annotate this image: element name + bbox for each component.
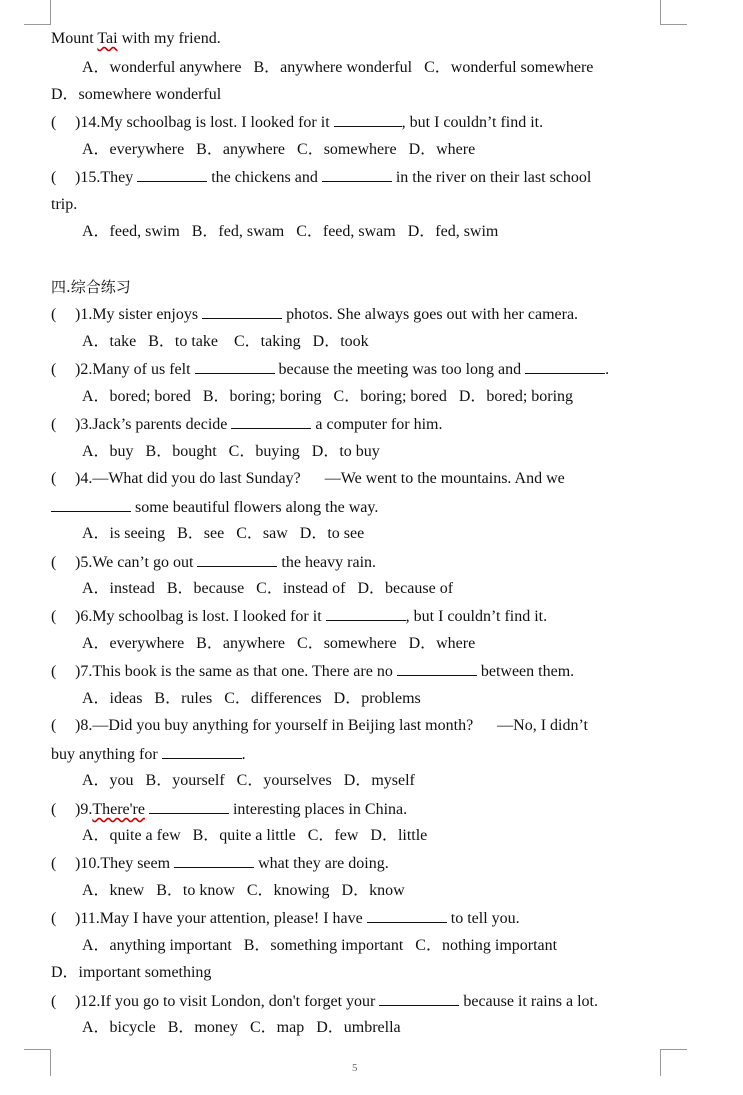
- question-8-continuation: buy anything for .: [51, 746, 246, 763]
- question-11: ( )11.May I have your attention, please! I have to tell you.: [51, 910, 520, 927]
- page-number: 5: [352, 1062, 358, 1074]
- question-4-continuation: some beautiful flowers along the way.: [51, 497, 378, 518]
- question-4-options: A．is seeing B．see C．saw D．to see: [82, 525, 365, 542]
- answer-blank: [137, 167, 207, 182]
- section-title: 四.综合练习: [51, 278, 131, 296]
- question-10-options: A．knew B．to know C．knowing D．know: [82, 882, 405, 899]
- question-8: ( )8.—Did you buy anything for yourself in Beijing last month? —No, I didn’t: [51, 717, 588, 734]
- crop-mark-top-left: [24, 0, 51, 25]
- answer-blank: [334, 112, 402, 127]
- question-12-options: A．bicycle B．money C．map D．umbrella: [82, 1019, 401, 1036]
- question-9: ( )9.There're interesting places in China.: [51, 801, 408, 818]
- question-9-options: A．quite a few B．quite a little C．few D．little: [82, 827, 428, 844]
- answer-blank: [379, 991, 459, 1006]
- spellcheck-word: There're: [92, 801, 145, 818]
- question-2-options: A．bored; bored B．boring; boring C．boring; bored D．bored; boring: [82, 388, 574, 405]
- question-4: ( )4.—What did you do last Sunday? —We went to the mountains. And we: [51, 470, 565, 487]
- question-12: ( )12.If you go to visit London, don't forget your because it rains a lot.: [51, 993, 598, 1010]
- question-15-options: A．feed, swim B．fed, swam C．feed, swam D．fed, swim: [82, 223, 499, 240]
- question-7: ( )7.This book is the same as that one. There are no between them.: [51, 663, 575, 680]
- question-2: ( )2.Many of us felt because the meeting was too long and .: [51, 361, 610, 378]
- question-14: ( )14.My schoolbag is lost. I looked for it , but I couldn’t find it.: [51, 114, 544, 131]
- question-5-options: A．instead B．because C．instead of D．because of: [82, 580, 454, 597]
- question-15: ( )15.They the chickens and in the river on their last school: [51, 169, 592, 186]
- answer-blank: [367, 908, 447, 923]
- answer-blank: [525, 359, 605, 374]
- question-6: ( )6.My schoolbag is lost. I looked for it , but I couldn’t find it.: [51, 608, 548, 625]
- answer-blank: [162, 744, 242, 759]
- answer-blank: [51, 497, 131, 512]
- crop-mark-top-right: [660, 0, 687, 25]
- question-3-options: A．buy B．bought C．buying D．to buy: [82, 443, 380, 460]
- question-15-continuation: trip.: [51, 196, 78, 213]
- question-5: ( )5.We can’t go out the heavy rain.: [51, 554, 377, 571]
- question-1-options: A．take B．to take C．taking D．took: [82, 333, 369, 350]
- answer-blank: [195, 359, 275, 374]
- crop-mark-bottom-right: [660, 1049, 687, 1076]
- answer-blank: [322, 167, 392, 182]
- question-13-continuation: Mount Tai with my friend.: [51, 30, 221, 47]
- question-1: ( )1.My sister enjoys photos. She always goes out with her camera.: [51, 306, 579, 323]
- question-6-options: A．everywhere B．anywhere C．somewhere D．where: [82, 635, 476, 652]
- question-11-options: A．anything important B．something important C．nothing important: [82, 937, 558, 954]
- question-13-options: A．wonderful anywhere B．anywhere wonderful C．wonderful somewhere: [82, 59, 594, 76]
- answer-blank: [197, 552, 277, 567]
- question-8-options: A．you B．yourself C．yourselves D．myself: [82, 772, 415, 789]
- question-7-options: A．ideas B．rules C．differences D．problems: [82, 690, 421, 707]
- question-3: ( )3.Jack’s parents decide a computer for him.: [51, 416, 443, 433]
- answer-blank: [326, 606, 406, 621]
- question-11-option-d: D．important something: [51, 964, 212, 981]
- answer-blank: [397, 661, 477, 676]
- answer-blank: [174, 853, 254, 868]
- answer-blank: [149, 799, 229, 814]
- answer-blank: [231, 414, 311, 429]
- answer-blank: [202, 304, 282, 319]
- question-14-options: A．everywhere B．anywhere C．somewhere D．where: [82, 141, 476, 158]
- question-13-option-d: D．somewhere wonderful: [51, 86, 222, 103]
- crop-mark-bottom-left: [24, 1049, 51, 1076]
- question-10: ( )10.They seem what they are doing.: [51, 855, 389, 872]
- spellcheck-word: Tai: [97, 30, 118, 47]
